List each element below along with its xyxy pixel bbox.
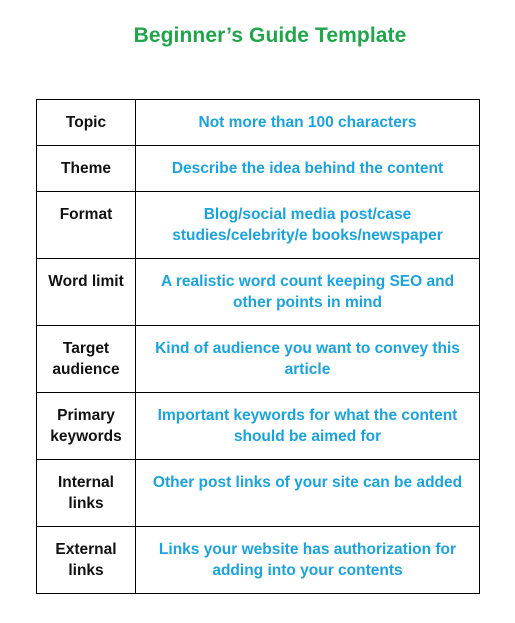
- row-label-topic: Topic: [37, 100, 136, 146]
- table-row-target-audience: [37, 326, 480, 393]
- table-row-primary-keywords: [37, 393, 480, 460]
- row-label-external-links: External links: [37, 527, 136, 594]
- row-value-target-audience: Kind of audience you want to convey this article: [136, 326, 480, 393]
- table-row-topic: [37, 100, 480, 146]
- row-value-internal-links: Other post links of your site can be added: [136, 460, 480, 527]
- table-row-external-links: [37, 527, 480, 594]
- guide-table: [36, 99, 480, 594]
- row-value-external-links: Links your website has authorization for adding into your contents: [136, 527, 480, 594]
- row-value-topic: Not more than 100 characters: [136, 100, 480, 146]
- row-label-internal-links: Internal links: [37, 460, 136, 527]
- row-label-word-limit: Word limit: [37, 259, 136, 326]
- row-value-word-limit: A realistic word count keeping SEO and other points in mind: [136, 259, 480, 326]
- row-label-primary-keywords: Primary keywords: [37, 393, 136, 460]
- row-label-target-audience: Target audience: [37, 326, 136, 393]
- table-row-format: [37, 192, 480, 259]
- table-row-word-limit: [37, 259, 480, 326]
- table-row-theme: [37, 146, 480, 192]
- row-value-primary-keywords: Important keywords for what the content should be aimed for: [136, 393, 480, 460]
- row-label-format: Format: [37, 192, 136, 259]
- page-title: Beginner’s Guide Template: [133, 24, 407, 47]
- row-label-theme: Theme: [37, 146, 136, 192]
- row-value-theme: Describe the idea behind the content: [136, 146, 480, 192]
- table-row-internal-links: [37, 460, 480, 527]
- row-value-format: Blog/social media post/case studies/celebrity/e books/newspaper: [136, 192, 480, 259]
